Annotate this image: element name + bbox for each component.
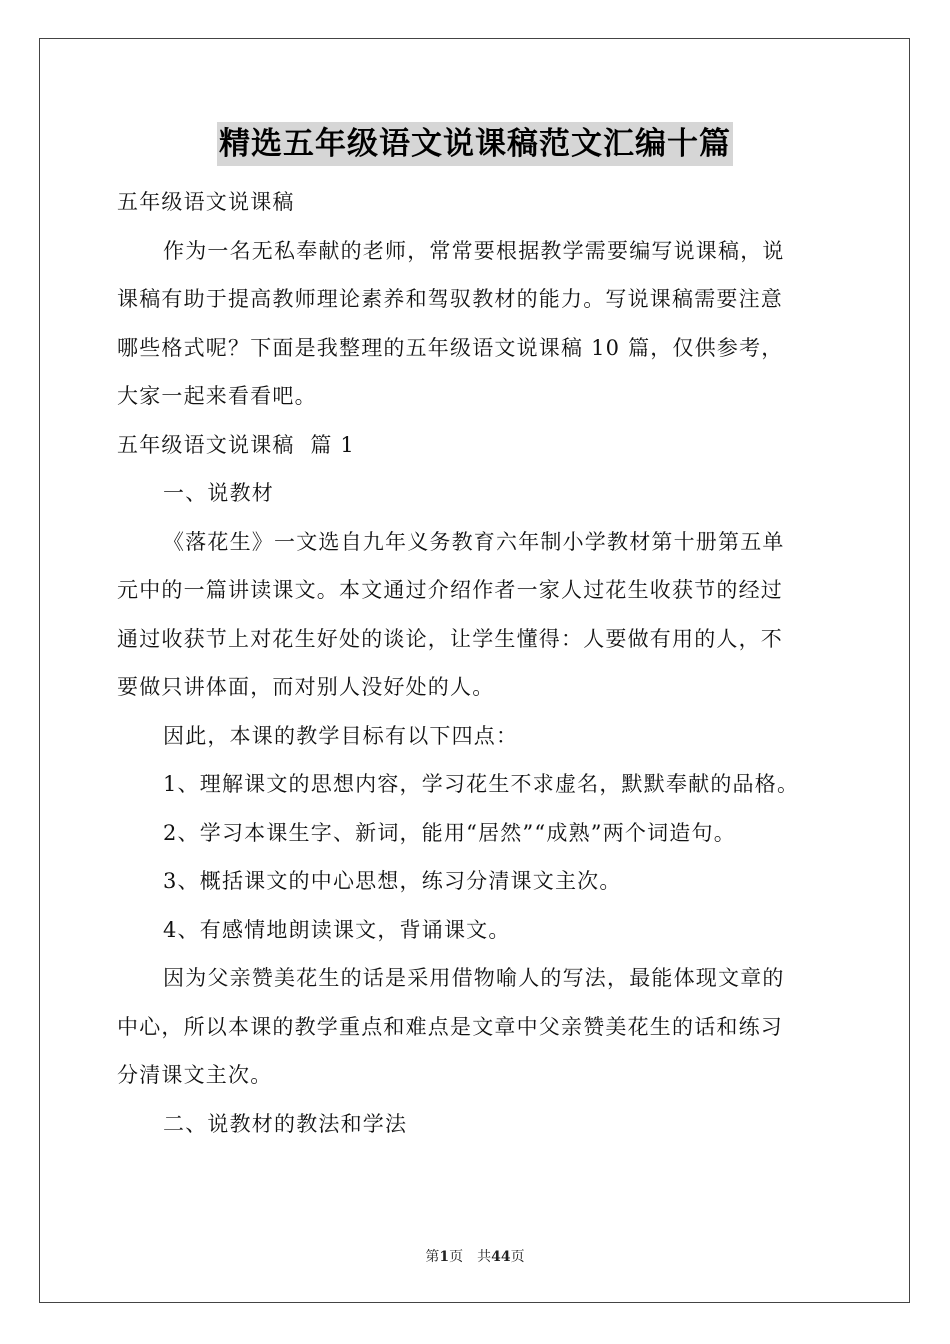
text-line: 五年级语文说课稿 [117,190,295,214]
text-line: 元中的一篇讲读课文。本文通过介绍作者一家人过花生收获节的经过 [117,578,783,602]
page-prefix: 第 [425,1249,440,1265]
title-wrap [0,122,950,166]
total-suffix: 页 [510,1249,525,1265]
text-line: 作为一名无私奉献的老师，常常要根据教学需要编写说课稿，说 [163,238,785,263]
text-line: 通过收获节上对花生好处的谈论，让学生懂得：人要做有用的人，不 [117,626,783,651]
subsection-heading: 二、说教材的教法和学法 [163,1111,408,1136]
list-item: 3、概括课文的中心思想，练习分清课文主次。 [163,869,622,893]
total-prefix: 共 [477,1249,492,1265]
page-suffix: 页 [449,1249,464,1265]
document-title: 精选五年级语文说课稿范文汇编十篇 [217,122,733,166]
text-line: 哪些格式呢？下面是我整理的五年级语文说课稿 10 篇，仅供参考， [117,335,784,360]
document-body [117,178,833,1148]
text-line: 因此，本课的教学目标有以下四点： [163,723,519,748]
text-line: 《落花生》一文选自九年义务教育六年制小学教材第十册第五单 [163,529,785,554]
subsection-heading: 一、说教材 [163,481,274,505]
text-line: 分清课文主次。 [117,1063,273,1087]
text-line: 大家一起来看看吧。 [117,384,317,408]
text-line: 要做只讲体面，而对别人没好处的人。 [117,675,495,699]
text-line: 中心，所以本课的教学重点和难点是文章中父亲赞美花生的话和练习 [117,1014,783,1039]
page-footer [0,1246,950,1266]
list-item: 1、理解课文的思想内容，学习花生不求虚名，默默奉献的品格。 [163,772,800,796]
section-heading: 五年级语文说课稿 篇 1 [117,432,355,457]
text-line: 因为父亲赞美花生的话是采用借物喻人的写法，最能体现文章的 [163,966,785,990]
text-line: 课稿有助于提高教师理论素养和驾驭教材的能力。写说课稿需要注意 [117,287,783,311]
page-number: 1 [439,1249,450,1265]
list-item: 2、学习本课生字、新词，能用“居然”“成熟”两个词造句。 [163,820,736,845]
total-pages: 44 [491,1249,511,1265]
list-item: 4、有感情地朗读课文，背诵课文。 [163,917,511,942]
